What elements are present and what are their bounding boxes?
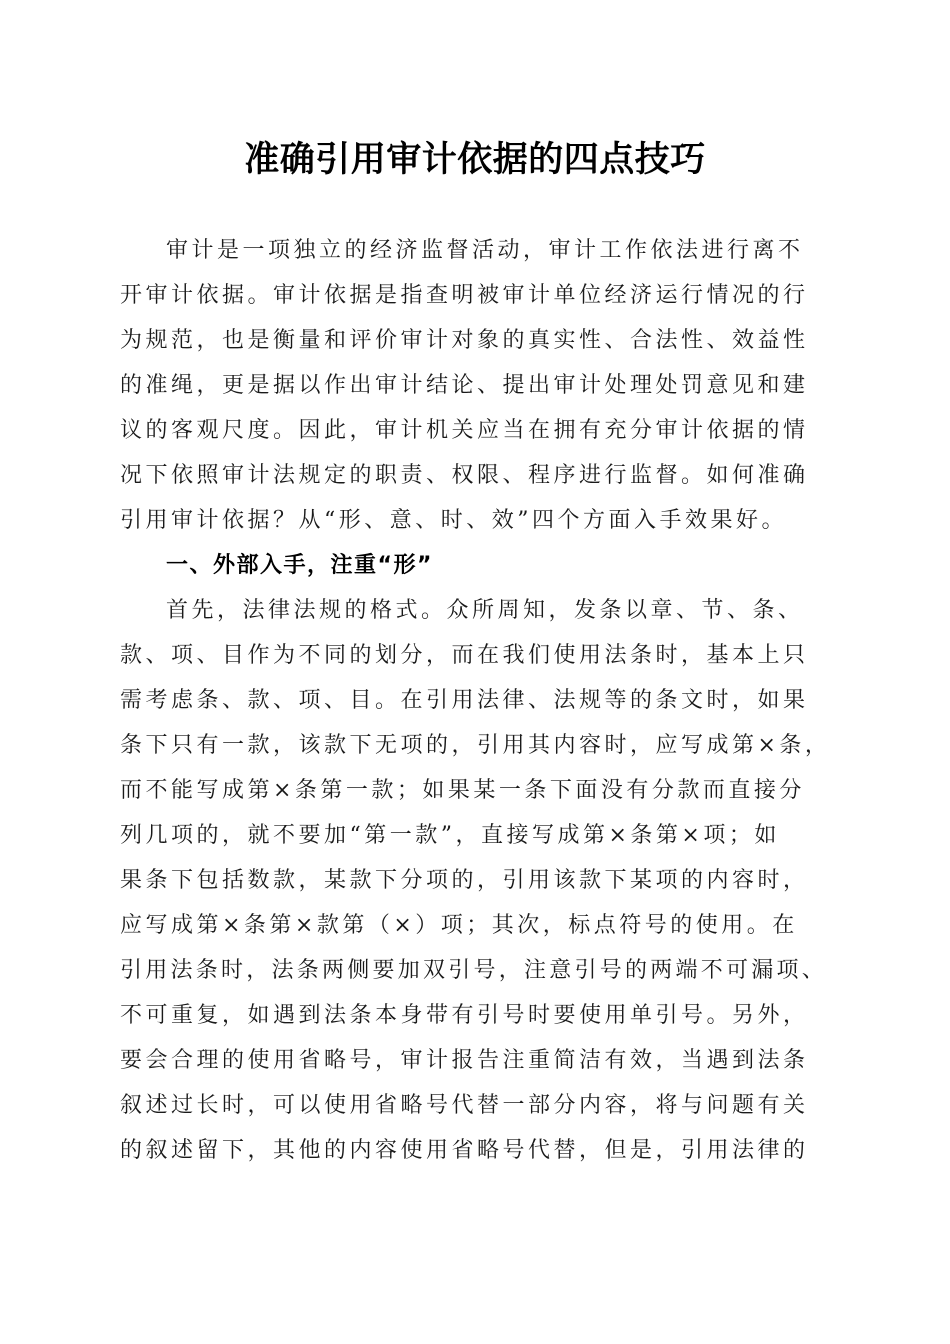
paragraph-line: 需考虑条、款、项、目。在引用法律、法规等的条文时，如果: [120, 688, 809, 713]
paragraph-line: 为规范，也是衡量和评价审计对象的真实性、合法性、效益性: [120, 328, 809, 353]
paragraph-line: 列几项的，就不要加“第一款”，直接写成第×条第×项；如: [120, 823, 780, 848]
paragraph-line: 果条下包括数款，某款下分项的，引用该款下某项的内容时，: [120, 868, 809, 893]
paragraph-line: 况下依照审计法规定的职责、权限、程序进行监督。如何准确: [120, 463, 809, 488]
paragraph-line: 开审计依据。审计依据是指查明被审计单位经济运行情况的行: [120, 283, 809, 308]
paragraph-line: 议的客观尺度。因此，审计机关应当在拥有充分审计依据的情: [120, 418, 809, 443]
paragraph-line: 首先，法律法规的格式。众所周知，发条以章、节、条、: [166, 598, 804, 623]
paragraph-line: 的准绳，更是据以作出审计结论、提出审计处理处罚意见和建: [120, 373, 809, 398]
paragraph-line: 款、项、目作为不同的划分，而在我们使用法条时，基本上只: [120, 643, 809, 668]
paragraph-line: 的叙述留下，其他的内容使用省略号代替，但是，引用法律的: [120, 1138, 809, 1163]
paragraph-line: 引用法条时，法条两侧要加双引号，注意引号的两端不可漏项、: [120, 958, 828, 983]
paragraph-line: 引用审计依据？从“形、意、时、效”四个方面入手效果好。: [120, 508, 787, 533]
paragraph-line: 应写成第×条第×款第（×）项；其次，标点符号的使用。在: [120, 913, 798, 938]
paragraph-line: 要会合理的使用省略号，审计报告注重简洁有效，当遇到法条: [120, 1048, 809, 1073]
paragraph-line: 不可重复，如遇到法条本身带有引号时要使用单引号。另外，: [120, 1003, 809, 1028]
paragraph-line: 叙述过长时，可以使用省略号代替一部分内容，将与问题有关: [120, 1093, 809, 1118]
paragraph-line: 审计是一项独立的经济监督活动，审计工作依法进行离不: [166, 238, 804, 263]
paragraph-line: 而不能写成第×条第一款；如果某一条下面没有分款而直接分: [120, 778, 805, 803]
paragraph-line: 条下只有一款，该款下无项的，引用其内容时，应写成第×条，: [120, 733, 831, 758]
document-title: 准确引用审计依据的四点技巧: [244, 139, 706, 180]
section-heading: 一、外部入手，注重“形”: [166, 553, 433, 578]
